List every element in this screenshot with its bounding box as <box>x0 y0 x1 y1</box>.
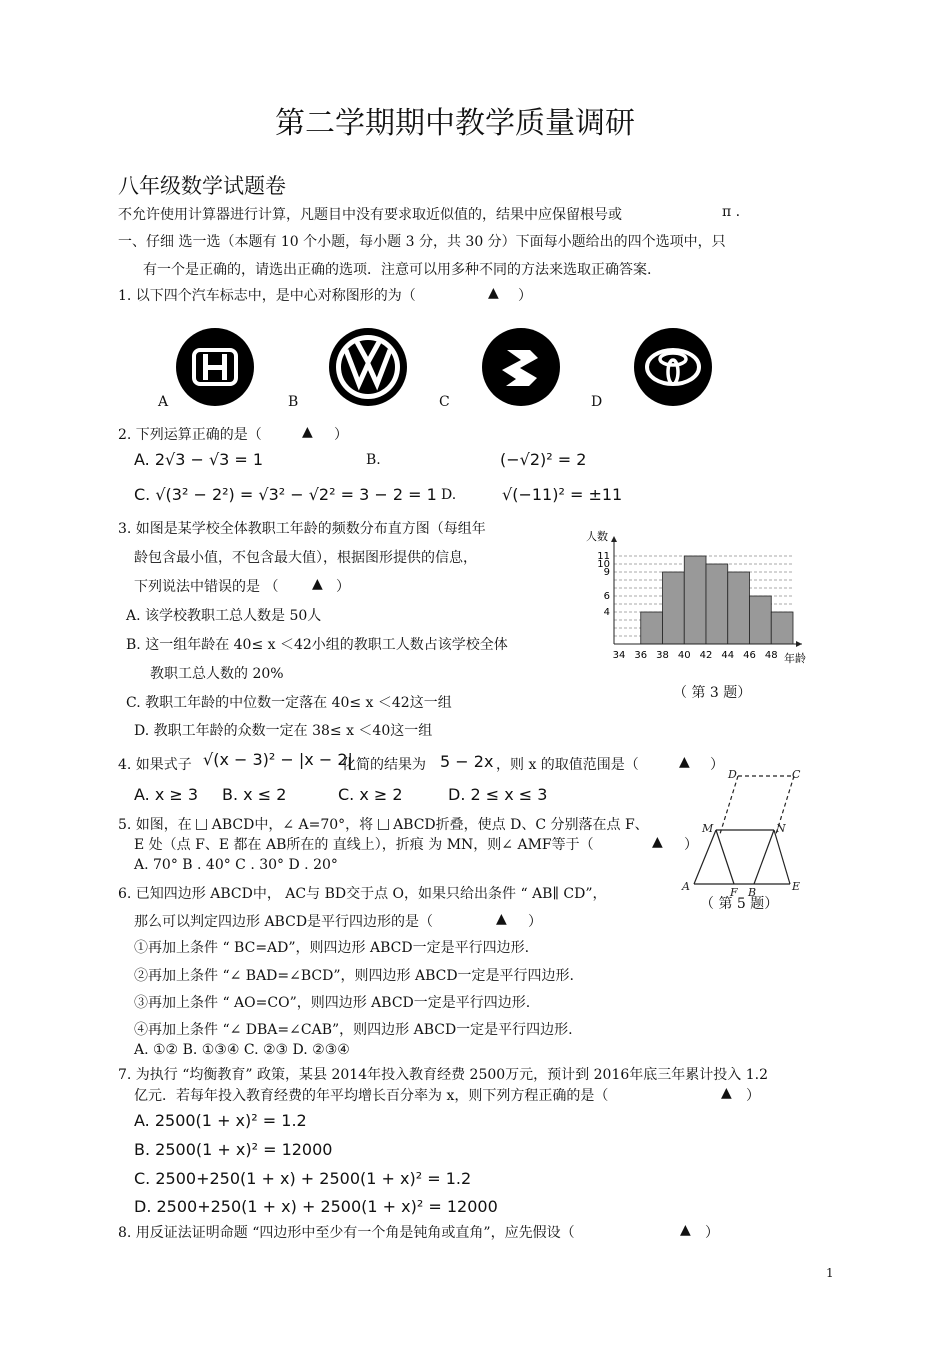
histogram-bar <box>641 612 663 644</box>
q6-condition-2: ②再加上条件 “∠ BAD=∠BCD”，则四边形 ABCD一定是平行四边形. <box>134 968 575 984</box>
q6-options: A. ①② B. ①③④ C. ②③ D. ②③④ <box>134 1042 350 1058</box>
q5-point-d: D <box>728 768 737 781</box>
toyota-logo <box>634 328 712 406</box>
q5-line1-a: 5. 如图，在 <box>118 817 192 833</box>
q6-close: ） <box>528 914 542 930</box>
suzuki-logo <box>482 328 560 406</box>
parallelogram-icon <box>378 819 389 830</box>
q8-stem: 8. 用反证法证明命题 “四边形中至少有一个角是钝角或直角”，应先假设（ <box>118 1225 575 1241</box>
q1-label-d: D <box>591 394 603 410</box>
q1-label-b: B <box>288 394 299 410</box>
q8-answer-mark: ▲ <box>680 1222 691 1238</box>
q5-line2: E 处（点 F、E 都在 AB所在的 直线上），折痕 为 MN，则∠ AMF等于（ <box>134 837 594 853</box>
histogram-x-tick: 42 <box>699 650 713 661</box>
q5-point-f: F <box>730 886 738 898</box>
histogram-ylabel: 人数 <box>586 530 608 543</box>
q1-label-c: C <box>439 394 450 410</box>
q5-figure-caption: （ 第 5 题） <box>700 896 779 912</box>
q4-answer-mark: ▲ <box>679 754 690 770</box>
q5-line1 <box>118 814 649 834</box>
q7-option-a: A. 2500(1 + x)² = 1.2 <box>134 1111 307 1130</box>
q3-figure-caption: （ 第 3 题） <box>673 685 752 701</box>
histogram-bar <box>684 556 706 644</box>
histogram-x-tick: 44 <box>721 650 735 661</box>
q3-line1: 3. 如图是某学校全体教职工年龄的频数分布直方图（每组年 <box>118 521 486 537</box>
q5-point-c: C <box>792 768 801 781</box>
volkswagen-logo <box>329 328 407 406</box>
q2-option-a: A. 2√3 − √3 = 1 <box>134 450 264 469</box>
q3-option-c: C. 教职工年龄的中位数一定落在 40≤ x ＜42这一组 <box>126 695 452 711</box>
q5-close: ） <box>684 837 698 853</box>
q5-point-m: M <box>702 822 714 835</box>
q4-stem-c: ，则 x 的取值范围是（ <box>496 757 639 773</box>
q6-condition-3: ③再加上条件 “ AO=CO”，则四边形 ABCD一定是平行四边形. <box>134 995 531 1011</box>
q4-expression: √(x − 3)² − |x − 2| <box>203 750 353 769</box>
q4-option-d: D. 2 ≤ x ≤ 3 <box>448 785 548 804</box>
q2-option-d: √(−11)² = ±11 <box>502 485 623 504</box>
q7-option-d: D. 2500+250(1 + x) + 2500(1 + x)² = 12000 <box>134 1197 498 1216</box>
histogram-bar <box>728 572 750 644</box>
q2-close: ） <box>334 427 348 443</box>
q3-answer-mark: ▲ <box>312 576 323 592</box>
q6-line2: 那么可以判定四边形 ABCD是平行四边形的是（ <box>134 914 434 930</box>
histogram-bar <box>771 612 793 644</box>
x-axis-arrow-icon <box>796 641 802 647</box>
q8-close: ） <box>705 1225 719 1241</box>
notice-pi: π . <box>722 204 741 220</box>
q4-result: 5 − 2x <box>440 752 494 771</box>
q4-option-c: C. x ≥ 2 <box>338 785 403 804</box>
age-histogram <box>584 526 814 668</box>
histogram-x-tick: 38 <box>656 650 669 661</box>
q4-stem-a: 4. 如果式子 <box>118 757 192 773</box>
histogram-y-tick: 9 <box>603 567 610 578</box>
q6-condition-1: ①再加上条件 “ BC=AD”，则四边形 ABCD一定是平行四边形. <box>134 940 530 956</box>
q1-stem: 1. 以下四个汽车标志中，是中心对称图形的为（ <box>118 288 416 304</box>
q4-close: ） <box>710 757 724 773</box>
q6-answer-mark: ▲ <box>496 911 507 927</box>
q5-answer-mark: ▲ <box>652 834 663 850</box>
q1-close: ） <box>518 288 532 304</box>
page-number: 1 <box>826 1266 834 1280</box>
q7-line2: 亿元．若每年投入教育经费的年平均增长百分率为 x，则下列方程正确的是（ <box>134 1088 609 1104</box>
q4-stem-b: 化简的结果为 <box>342 757 426 773</box>
page-title: 第二学期期中教学质量调研 <box>275 106 635 141</box>
histogram-x-tick: 34 <box>612 650 626 661</box>
q1-label-a: A <box>158 394 169 410</box>
parallelogram-icon <box>196 819 207 830</box>
q1-answer-mark: ▲ <box>488 285 499 301</box>
histogram-x-tick: 48 <box>764 650 778 661</box>
q2-option-c: C. √(3² − 2²) = √3² − √2² = 3 − 2 = 1 <box>134 485 437 504</box>
q3-line3: 下列说法中错误的是 （ <box>134 579 279 595</box>
q5-point-e: E <box>792 880 801 893</box>
histogram-y-tick: 4 <box>603 607 610 618</box>
histogram-bar <box>750 596 772 644</box>
q2-option-b-label: B. <box>366 452 381 468</box>
histogram-bar <box>663 572 685 644</box>
histogram-x-tick: 40 <box>677 650 691 661</box>
q5-line1-c: ABCD折叠，使点 D、C 分别落在点 F、 <box>393 817 649 833</box>
honda-logo <box>176 328 254 406</box>
histogram-xlabel: 年龄 <box>784 652 806 665</box>
y-axis-arrow-icon <box>611 536 617 542</box>
histogram-x-tick: 36 <box>634 650 648 661</box>
section1-intro-line2: 有一个是正确的，请选出正确的选项．注意可以用多种不同的方法来选取正确答案. <box>143 262 652 278</box>
q7-option-c: C. 2500+250(1 + x) + 2500(1 + x)² = 1.2 <box>134 1169 472 1188</box>
q5-point-a: A <box>682 880 690 893</box>
q3-close: ） <box>336 579 350 595</box>
q7-close: ） <box>746 1088 760 1104</box>
q5-line1-b: ABCD中，∠ A=70°，将 <box>211 817 374 833</box>
q7-answer-mark: ▲ <box>721 1085 732 1101</box>
q5-point-b: B <box>748 886 757 898</box>
q3-option-b-line2: 教职工总人数的 20% <box>150 666 284 682</box>
q5-options: A. 70° B . 40° C . 30° D . 20° <box>134 857 338 873</box>
q4-option-a: A. x ≥ 3 <box>134 785 199 804</box>
q4-option-b: B. x ≤ 2 <box>222 785 287 804</box>
q5-figure <box>678 764 808 898</box>
histogram-bar <box>706 564 728 644</box>
q5-point-n: N <box>776 822 786 835</box>
q3-line2: 龄包含最小值，不包含最大值），根据图形提供的信息， <box>134 550 477 566</box>
histogram-x-tick: 46 <box>743 650 756 661</box>
section1-intro-line1: 一、仔细 选一选（本题有 10 个小题，每小题 3 分，共 30 分）下面每小题给出的四个选项中，只 <box>118 234 726 250</box>
q3-option-d: D. 教职工年龄的众数一定在 38≤ x ＜40这一组 <box>134 723 433 739</box>
q6-line1: 6. 已知四边形 ABCD中， AC与 BD交于点 O，如果只给出条件 “ AB∥ CD”， <box>118 886 607 902</box>
histogram-y-tick: 11 <box>597 551 610 562</box>
q7-line1: 7. 为执行 “均衡教育” 政策，某县 2014年投入教育经费 2500万元，预计到 2016年底三年累计投入 1.2 <box>118 1067 768 1083</box>
q3-option-b-line1: B. 这一组年龄在 40≤ x ＜42小组的教职工人数占该学校全体 <box>126 637 508 653</box>
histogram-y-tick: 6 <box>603 591 610 602</box>
q2-answer-mark: ▲ <box>302 424 313 440</box>
page-subtitle: 八年级数学试题卷 <box>118 174 286 198</box>
q2-stem: 2. 下列运算正确的是（ <box>118 427 262 443</box>
histogram-y-tick: 10 <box>597 559 610 570</box>
q6-condition-4: ④再加上条件 “∠ DBA=∠CAB”，则四边形 ABCD一定是平行四边形. <box>134 1022 573 1038</box>
q2-option-d-label: D. <box>441 487 457 503</box>
q7-option-b: B. 2500(1 + x)² = 12000 <box>134 1140 333 1159</box>
q3-option-a: A. 该学校教职工总人数是 50人 <box>126 608 322 624</box>
notice-text: 不允许使用计算器进行计算，凡题目中没有要求取近似值的，结果中应保留根号或 <box>118 207 622 223</box>
q2-option-b: (−√2)² = 2 <box>500 450 587 469</box>
